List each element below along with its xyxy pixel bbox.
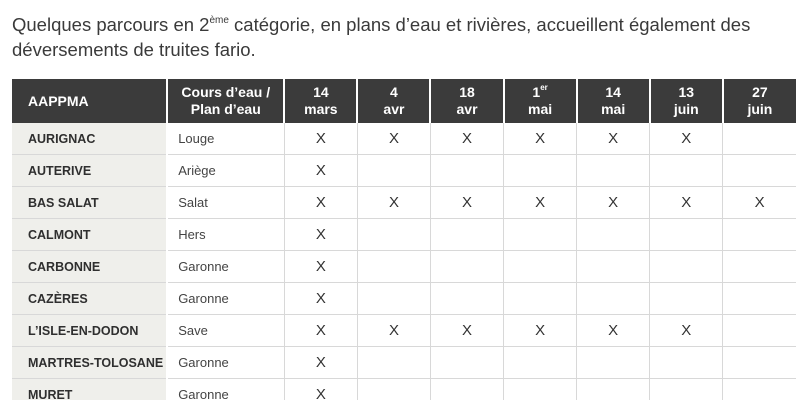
stocking-mark-cell: [723, 155, 796, 187]
intro-text-part1: Quelques parcours en 2: [12, 14, 210, 35]
stocking-mark-cell: [723, 379, 796, 400]
stocking-mark-cell: X: [577, 187, 650, 219]
stocking-mark-cell: [723, 219, 796, 251]
header-date-day: [578, 84, 649, 101]
stocking-mark-cell: X: [357, 187, 430, 219]
intro-text-part2: catégorie, en plans d’eau et rivières, accueillent également des déversements de truites fario.: [12, 14, 751, 60]
header-date-month: avr: [456, 101, 478, 117]
table-row: [12, 379, 796, 400]
table-row: [12, 283, 796, 315]
header-date-day-number: 4: [390, 84, 398, 100]
header-row: [12, 79, 796, 123]
header-date-day-number: 13: [678, 84, 695, 100]
stocking-mark-cell: [504, 219, 577, 251]
stocking-mark-cell: X: [577, 315, 650, 347]
header-date-day-number: 1: [532, 84, 541, 100]
stocking-mark-cell: X: [504, 315, 577, 347]
stocking-mark-cell: X: [723, 187, 796, 219]
stocking-mark-cell: [430, 155, 503, 187]
stocking-mark-cell: [357, 155, 430, 187]
header-cours-line2: Plan d’eau: [190, 101, 261, 117]
stocking-mark-cell: X: [284, 283, 357, 315]
header-date-day-number: 14: [605, 84, 621, 100]
stocking-mark-cell: X: [650, 315, 723, 347]
table-row: [12, 219, 796, 251]
stocking-mark-cell: X: [430, 315, 503, 347]
header-date-day-suffix: er: [540, 83, 548, 93]
cours-eau-cell: Garonne: [167, 251, 284, 283]
header-date: [357, 79, 430, 123]
header-date: [284, 79, 357, 123]
stocking-mark-cell: [577, 251, 650, 283]
header-date: [430, 79, 503, 123]
stocking-mark-cell: X: [284, 251, 357, 283]
cours-eau-cell: Ariège: [167, 155, 284, 187]
stocking-mark-cell: [577, 347, 650, 379]
stocking-mark-cell: [430, 219, 503, 251]
aappma-cell: AUTERIVE: [12, 155, 167, 187]
cours-eau-cell: Garonne: [167, 347, 284, 379]
header-date-day: [358, 84, 429, 101]
stocking-mark-cell: [357, 379, 430, 400]
aappma-cell: MARTRES-TOLOSANE: [12, 347, 167, 379]
stocking-mark-cell: X: [430, 187, 503, 219]
table-row: [12, 123, 796, 155]
cours-eau-cell: Louge: [167, 123, 284, 155]
stocking-mark-cell: X: [284, 155, 357, 187]
cours-eau-cell: Garonne: [167, 283, 284, 315]
header-date-month: avr: [383, 101, 405, 117]
stocking-mark-cell: [577, 283, 650, 315]
table-row: [12, 155, 796, 187]
cours-eau-cell: Garonne: [167, 379, 284, 400]
table-row: [12, 251, 796, 283]
intro-paragraph: [12, 12, 792, 62]
cours-eau-cell: Hers: [167, 219, 284, 251]
stocking-mark-cell: X: [357, 123, 430, 155]
stocking-mark-cell: [723, 251, 796, 283]
header-date: [504, 79, 577, 123]
stocking-mark-cell: [504, 347, 577, 379]
table-row: [12, 347, 796, 379]
aappma-cell: MURET: [12, 379, 167, 400]
stocking-mark-cell: [357, 347, 430, 379]
stocking-mark-cell: [723, 315, 796, 347]
stocking-mark-cell: X: [650, 123, 723, 155]
stocking-mark-cell: [723, 347, 796, 379]
header-date-day: [285, 84, 356, 101]
aappma-cell: CAZÈRES: [12, 283, 167, 315]
aappma-cell: BAS SALAT: [12, 187, 167, 219]
stocking-mark-cell: X: [430, 123, 503, 155]
stocking-schedule-table: [12, 79, 796, 400]
table-row: [12, 315, 796, 347]
stocking-mark-cell: [650, 155, 723, 187]
table-row: [12, 187, 796, 219]
header-date: [723, 79, 796, 123]
header-cours-eau: [167, 79, 284, 123]
stocking-mark-cell: [357, 283, 430, 315]
stocking-mark-cell: [430, 347, 503, 379]
stocking-mark-cell: [650, 283, 723, 315]
stocking-mark-cell: X: [650, 187, 723, 219]
stocking-mark-cell: [504, 251, 577, 283]
stocking-mark-cell: [577, 155, 650, 187]
stocking-mark-cell: [723, 283, 796, 315]
header-date-day: [651, 84, 722, 101]
stocking-mark-cell: X: [284, 187, 357, 219]
table-body: [12, 123, 796, 400]
header-date-day: [431, 84, 502, 101]
stocking-mark-cell: [577, 219, 650, 251]
header-aappma: AAPPMA: [12, 79, 167, 123]
stocking-mark-cell: X: [284, 315, 357, 347]
stocking-mark-cell: [650, 379, 723, 400]
stocking-mark-cell: [430, 379, 503, 400]
stocking-mark-cell: [504, 155, 577, 187]
aappma-cell: L’ISLE-EN-DODON: [12, 315, 167, 347]
header-date-month: juin: [747, 101, 773, 117]
stocking-mark-cell: X: [284, 219, 357, 251]
stocking-mark-cell: X: [284, 379, 357, 400]
header-date-month: juin: [673, 101, 699, 117]
stocking-mark-cell: X: [577, 123, 650, 155]
header-date: [650, 79, 723, 123]
header-date-day: [505, 84, 576, 101]
aappma-cell: CALMONT: [12, 219, 167, 251]
stocking-mark-cell: [357, 251, 430, 283]
header-cours-line1: Cours d’eau /: [181, 84, 271, 100]
stocking-mark-cell: [357, 219, 430, 251]
stocking-mark-cell: [650, 251, 723, 283]
aappma-cell: AURIGNAC: [12, 123, 167, 155]
header-date-day-number: 14: [313, 84, 329, 100]
table-header: [12, 79, 796, 123]
header-date-day: [724, 84, 796, 101]
cours-eau-cell: Salat: [167, 187, 284, 219]
cours-eau-cell: Save: [167, 315, 284, 347]
stocking-mark-cell: X: [504, 123, 577, 155]
header-date-month: mai: [528, 101, 553, 117]
header-date-month: mars: [304, 101, 338, 117]
stocking-mark-cell: [504, 283, 577, 315]
stocking-mark-cell: [430, 251, 503, 283]
stocking-mark-cell: X: [284, 123, 357, 155]
stocking-mark-cell: [577, 379, 650, 400]
header-date: [577, 79, 650, 123]
stocking-mark-cell: X: [357, 315, 430, 347]
stocking-mark-cell: [430, 283, 503, 315]
aappma-cell: CARBONNE: [12, 251, 167, 283]
stocking-mark-cell: [650, 219, 723, 251]
stocking-mark-cell: [650, 347, 723, 379]
header-date-day-number: 18: [459, 84, 475, 100]
stocking-mark-cell: X: [504, 187, 577, 219]
header-date-month: mai: [601, 101, 626, 117]
stocking-mark-cell: X: [284, 347, 357, 379]
stocking-mark-cell: [723, 123, 796, 155]
stocking-mark-cell: [504, 379, 577, 400]
intro-superscript: ème: [209, 14, 229, 26]
header-date-day-number: 27: [752, 84, 768, 100]
